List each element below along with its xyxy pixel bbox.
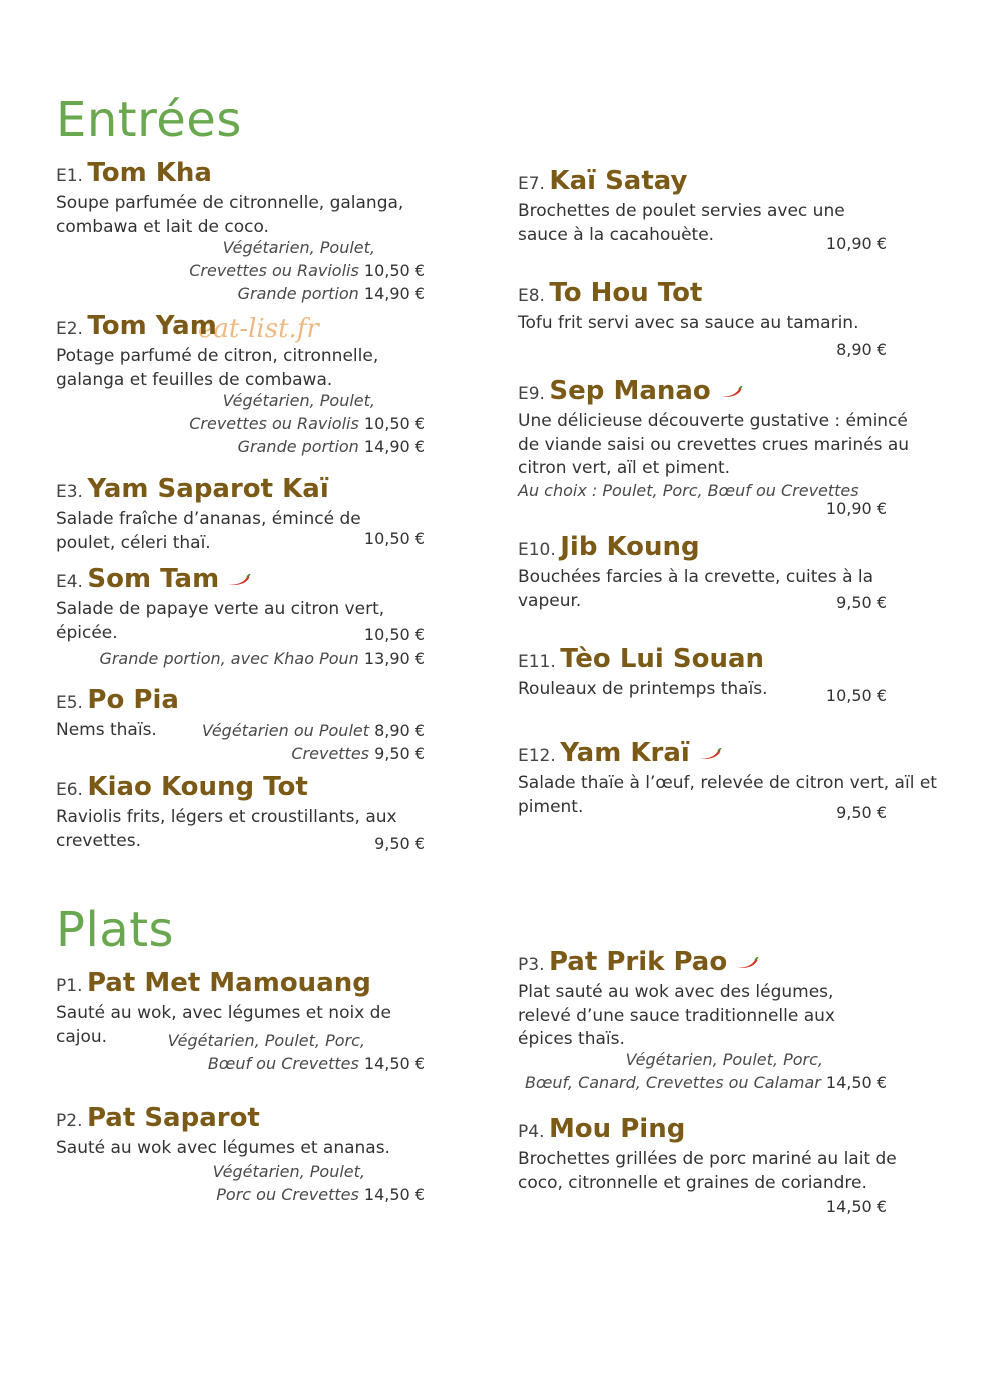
item-description: Brochettes grillées de porc mariné au lait de coco, citronnelle et graines de coriandre. [518,1149,897,1193]
item-code: E7. [518,174,545,194]
menu-item-e1 [56,158,456,239]
price: 10,50 € [825,686,887,705]
item-description: Rouleaux de printemps thaïs. [518,679,768,699]
menu-item-e11 [518,644,818,702]
item-description: Raviolis frits, légers et croustillants, aux crevettes. [56,807,397,851]
item-code: E1. [56,166,83,186]
option-text: Au choix : Poulet, Porc, Bœuf ou Crevettes [518,480,859,500]
option-text: Végétarien, Poulet, Porc, [625,1050,823,1069]
watermark: eat-list.fr [198,314,319,344]
option-text: Porc ou Crevettes [216,1185,359,1204]
option-text: Grande portion [237,284,359,303]
item-code: P4. [518,1122,545,1142]
item-name: Tèo Lui Souan [560,644,765,674]
item-options [99,647,425,670]
item-options [189,389,425,458]
item-options [525,1048,887,1094]
item-name: Pat Saparot [86,1103,260,1133]
item-description: Tofu frit servi avec sa sauce au tamarin. [518,313,859,333]
item-name: Pat Prik Pao [548,947,728,977]
chili-pepper-icon [696,748,722,760]
price: 14,50 € [825,1073,887,1092]
item-code: E10. [518,540,556,560]
item-name: Tom Kha [87,158,212,188]
menu-item-p4 [518,1114,918,1195]
item-description: Salade de papaye verte au citron vert, épicée. [56,599,385,643]
item-name: To Hou Tot [549,278,703,308]
price: 8,90 € [374,721,425,740]
section-title-entrees: Entrées [56,92,242,148]
item-description: Sauté au wok avec légumes et ananas. [56,1138,390,1158]
item-name: Som Tam [87,564,220,594]
price: 13,90 € [363,649,425,668]
option-text: Végétarien, Poulet, Porc, [167,1031,365,1050]
item-description: Une délicieuse découverte gustative : émincé de viande saisi ou crevettes crues marinés au citron vert, aïl et piment. [518,411,910,478]
price: 10,50 € [363,261,425,280]
chili-pepper-icon [717,386,743,398]
item-description: Soupe parfumée de citronnelle, galanga, combawa et lait de coco. [56,193,404,237]
section-title-plats: Plats [56,902,175,958]
item-options [213,1160,425,1206]
menu-item-p2 [56,1103,456,1161]
option-text: Végétarien, Poulet, [212,1162,365,1181]
item-name: Yam Kraï [560,738,690,768]
item-options [168,1029,425,1075]
price: 10,90 € [825,234,887,253]
item-description: Nems thaïs. [56,720,157,740]
price: 14,50 € [825,1197,887,1216]
item-description: Potage parfumé de citron, citronnelle, galanga et feuilles de combawa. [56,346,379,390]
price: 14,50 € [363,1054,425,1073]
price: 9,50 € [374,834,425,853]
menu-item-e8 [518,278,918,336]
price: 9,50 € [836,593,887,612]
item-code: E12. [518,746,556,766]
price: 14,90 € [363,437,425,456]
item-description: Sauté au wok, avec légumes et noix de cajou. [56,1003,391,1047]
price: 10,50 € [363,414,425,433]
item-code: E3. [56,482,83,502]
option-text: Crevettes [291,744,370,763]
item-description: Brochettes de poulet servies avec une sauce à la cacahouète. [518,201,845,245]
menu-item-p3 [518,947,898,1052]
option-text: Bœuf, Canard, Crevettes ou Calamar [524,1073,821,1092]
item-code: E8. [518,286,545,306]
price: 10,90 € [825,499,887,518]
item-name: Pat Met Mamouang [86,968,371,998]
price: 9,50 € [836,803,887,822]
price: 10,50 € [363,625,425,644]
item-code: E5. [56,693,83,713]
price: 14,90 € [363,284,425,303]
item-name: Kaï Satay [549,166,688,196]
item-code: P1. [56,976,83,996]
item-options [202,719,425,765]
item-code: P2. [56,1111,83,1131]
item-code: E9. [518,384,545,404]
price: 14,50 € [363,1185,425,1204]
price: 8,90 € [836,340,887,359]
chili-pepper-icon [733,957,759,969]
option-text: Végétarien, Poulet, [222,391,375,410]
option-text: Végétarien, Poulet, [222,238,375,257]
item-description: Salade fraîche d’ananas, émincé de poulet, céleri thaï. [56,509,361,553]
item-code: E6. [56,780,83,800]
item-code: E4. [56,572,83,592]
item-description: Bouchées farcies à la crevette, cuites à la vapeur. [518,567,874,611]
item-description: Plat sauté au wok avec des légumes, relevé d’une sauce traditionnelle aux épices thaïs. [518,982,835,1049]
option-text: Végétarien ou Poulet [201,721,370,740]
menu-item-e9 [518,376,928,501]
option-text: Grande portion [237,437,359,456]
menu-item-e2 [56,311,456,392]
item-name: Yam Saparot Kaï [87,474,329,504]
item-name: Tom Yam [87,311,217,341]
item-name: Sep Manao [549,376,711,406]
option-text: Crevettes ou Raviolis [189,414,359,433]
item-name: Jib Koung [560,532,700,562]
option-text: Bœuf ou Crevettes [207,1054,359,1073]
price: 9,50 € [374,744,425,763]
item-name: Mou Ping [548,1114,686,1144]
price: 10,50 € [363,529,425,548]
item-options [189,236,425,305]
item-code: P3. [518,955,545,975]
item-name: Kiao Koung Tot [87,772,308,802]
option-text: Crevettes ou Raviolis [189,261,359,280]
option-text: Grande portion, avec Khao Poun [99,649,359,668]
item-code: E2. [56,319,83,339]
item-name: Po Pia [87,685,179,715]
chili-pepper-icon [225,574,251,586]
item-code: E11. [518,652,556,672]
item-description: Salade thaïe à l’œuf, relevée de citron vert, aïl et piment. [518,773,937,817]
